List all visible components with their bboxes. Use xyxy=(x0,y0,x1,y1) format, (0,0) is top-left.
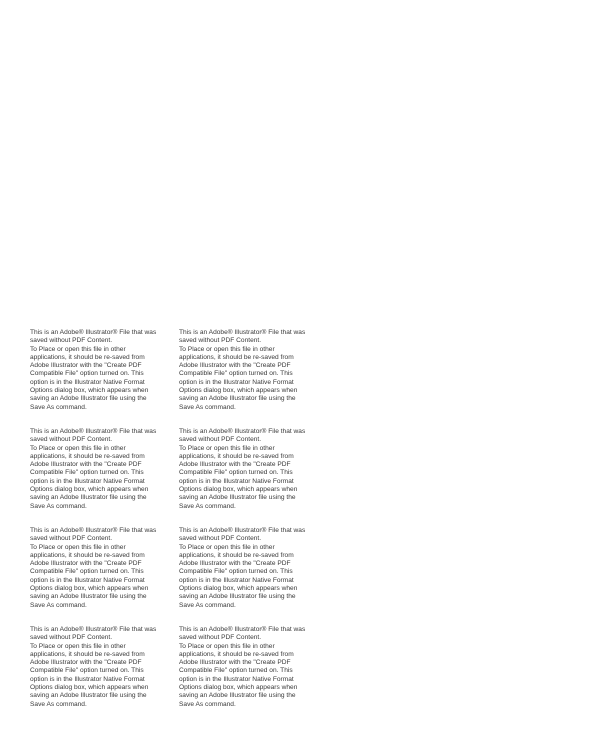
notice-line: This is an Adobe® Illustrator® File that was xyxy=(179,329,306,336)
notice-line: applications, it should be re-saved from xyxy=(179,650,294,658)
notice-line: option is in the Illustrator Native Format xyxy=(30,378,145,386)
notice-line: Options dialog box, which appears when xyxy=(179,387,298,395)
notice-grid xyxy=(30,329,330,725)
notice-line: To Place or open this file in other xyxy=(30,444,126,452)
notice-line: applications, it should be re-saved from xyxy=(30,650,145,658)
notice-line: saving an Adobe Illustrator file using the xyxy=(179,395,296,403)
notice-line: Options dialog box, which appears when xyxy=(179,684,298,692)
notice-line: To Place or open this file in other xyxy=(30,345,126,353)
notice-line: Save As command. xyxy=(30,403,87,411)
notice-line: saved without PDF Content. xyxy=(30,436,113,444)
notice-line: Adobe Illustrator with the "Create PDF xyxy=(179,461,291,469)
notice-line: applications, it should be re-saved from xyxy=(179,452,294,460)
notice-line: To Place or open this file in other xyxy=(179,642,275,650)
notice-line: Adobe Illustrator with the "Create PDF xyxy=(30,560,142,568)
notice-line: To Place or open this file in other xyxy=(179,543,275,551)
notice-line: applications, it should be re-saved from xyxy=(30,452,145,460)
notice-line: Compatible File" option turned on. This xyxy=(30,568,144,576)
notice-line: saved without PDF Content. xyxy=(179,634,262,642)
notice-line: saving an Adobe Illustrator file using the xyxy=(30,494,147,502)
notice-line: Compatible File" option turned on. This xyxy=(30,469,144,477)
notice-line: option is in the Illustrator Native Format xyxy=(179,576,294,584)
notice-line: Options dialog box, which appears when xyxy=(179,486,298,494)
notice-line: option is in the Illustrator Native Format xyxy=(30,477,145,485)
notice-line: This is an Adobe® Illustrator® File that was xyxy=(179,428,306,435)
notice-line: Save As command. xyxy=(179,700,236,708)
notice-line: option is in the Illustrator Native Format xyxy=(179,378,294,386)
notice-line: Save As command. xyxy=(30,601,87,609)
notice-line: option is in the Illustrator Native Format xyxy=(30,675,145,683)
notice-line: saved without PDF Content. xyxy=(179,436,262,444)
notice-line: Save As command. xyxy=(179,601,236,609)
notice-line: saved without PDF Content. xyxy=(179,337,262,345)
notice-line: This is an Adobe® Illustrator® File that was xyxy=(179,527,306,534)
notice-line: Save As command. xyxy=(179,502,236,510)
notice-line: applications, it should be re-saved from xyxy=(179,353,294,361)
notice-line: Adobe Illustrator with the "Create PDF xyxy=(30,659,142,667)
notice-block-8 xyxy=(179,626,328,725)
notice-line: Compatible File" option turned on. This xyxy=(30,370,144,378)
notice-line: Compatible File" option turned on. This xyxy=(179,370,293,378)
notice-block-1 xyxy=(30,329,179,428)
notice-block-2 xyxy=(179,329,328,428)
notice-line: This is an Adobe® Illustrator® File that was xyxy=(179,626,306,633)
notice-line: saved without PDF Content. xyxy=(179,535,262,543)
notice-line: This is an Adobe® Illustrator® File that was xyxy=(30,527,157,534)
notice-line: To Place or open this file in other xyxy=(179,345,275,353)
notice-line: Compatible File" option turned on. This xyxy=(179,568,293,576)
notice-line: Adobe Illustrator with the "Create PDF xyxy=(179,560,291,568)
notice-line: saved without PDF Content. xyxy=(30,634,113,642)
notice-block-3 xyxy=(30,428,179,527)
notice-line: Adobe Illustrator with the "Create PDF xyxy=(179,362,291,370)
notice-line: This is an Adobe® Illustrator® File that was xyxy=(30,428,157,435)
notice-line: saving an Adobe Illustrator file using the xyxy=(179,692,296,700)
notice-line: Save As command. xyxy=(30,502,87,510)
notice-line: Save As command. xyxy=(30,700,87,708)
notice-line: Save As command. xyxy=(179,403,236,411)
notice-line: Options dialog box, which appears when xyxy=(179,585,298,593)
notice-line: Compatible File" option turned on. This xyxy=(179,469,293,477)
notice-line: option is in the Illustrator Native Format xyxy=(179,675,294,683)
notice-line: This is an Adobe® Illustrator® File that was xyxy=(30,626,157,633)
notice-line: option is in the Illustrator Native Format xyxy=(30,576,145,584)
notice-line: saved without PDF Content. xyxy=(30,337,113,345)
notice-line: saving an Adobe Illustrator file using the xyxy=(179,494,296,502)
notice-line: This is an Adobe® Illustrator® File that was xyxy=(30,329,157,336)
notice-line: option is in the Illustrator Native Format xyxy=(179,477,294,485)
notice-line: Options dialog box, which appears when xyxy=(30,387,149,395)
notice-line: applications, it should be re-saved from xyxy=(179,551,294,559)
notice-line: To Place or open this file in other xyxy=(30,543,126,551)
notice-line: saving an Adobe Illustrator file using the xyxy=(30,395,147,403)
notice-block-4 xyxy=(179,428,328,527)
notice-line: saved without PDF Content. xyxy=(30,535,113,543)
notice-line: Compatible File" option turned on. This xyxy=(179,667,293,675)
notice-line: Adobe Illustrator with the "Create PDF xyxy=(179,659,291,667)
notice-line: Compatible File" option turned on. This xyxy=(30,667,144,675)
notice-line: To Place or open this file in other xyxy=(30,642,126,650)
notice-line: saving an Adobe Illustrator file using the xyxy=(30,692,147,700)
notice-line: Options dialog box, which appears when xyxy=(30,684,149,692)
notice-block-6 xyxy=(179,527,328,626)
notice-block-5 xyxy=(30,527,179,626)
notice-line: Adobe Illustrator with the "Create PDF xyxy=(30,461,142,469)
notice-line: applications, it should be re-saved from xyxy=(30,551,145,559)
notice-line: saving an Adobe Illustrator file using the xyxy=(30,593,147,601)
notice-line: To Place or open this file in other xyxy=(179,444,275,452)
notice-line: Options dialog box, which appears when xyxy=(30,486,149,494)
notice-line: saving an Adobe Illustrator file using the xyxy=(179,593,296,601)
notice-line: Options dialog box, which appears when xyxy=(30,585,149,593)
notice-line: applications, it should be re-saved from xyxy=(30,353,145,361)
notice-block-7 xyxy=(30,626,179,725)
notice-line: Adobe Illustrator with the "Create PDF xyxy=(30,362,142,370)
